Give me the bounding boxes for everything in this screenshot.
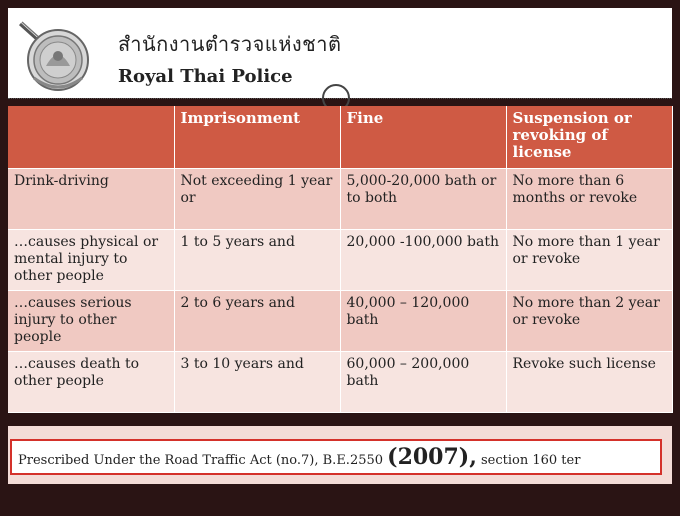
note-text: Prescribed Under the Road Traffic Act (no.7), B.E.2550: [18, 453, 388, 468]
title-thai: สำนักงานตำรวจแห่งชาติ: [118, 32, 342, 56]
table-cell: …causes physical or mental injury to other people: [8, 230, 174, 291]
table-header-row: [8, 106, 672, 169]
penalty-table: [8, 106, 673, 413]
table-cell: 2 to 6 years and: [174, 291, 340, 352]
table-cell: 1 to 5 years and: [174, 230, 340, 291]
table-cell: 60,000 – 200,000 bath: [340, 352, 506, 413]
table-row: [8, 169, 672, 230]
table-cell: Not exceeding 1 year or: [174, 169, 340, 230]
note-year: (2007),: [387, 444, 477, 470]
police-emblem-icon: [18, 20, 96, 98]
table-cell: 40,000 – 120,000 bath: [340, 291, 506, 352]
legal-reference-note: [10, 439, 662, 475]
table-cell: 20,000 -100,000 bath: [340, 230, 506, 291]
column-header: Suspension or revoking of license: [506, 106, 672, 169]
table-cell: No more than 1 year or revoke: [506, 230, 672, 291]
table-cell: 5,000-20,000 bath or to both: [340, 169, 506, 230]
table-cell: Drink-driving: [8, 169, 174, 230]
table-row: [8, 230, 672, 291]
table-cell: …causes death to other people: [8, 352, 174, 413]
table-cell: …causes serious injury to other people: [8, 291, 174, 352]
note-section: section 160 ter: [476, 453, 581, 468]
table-row: [8, 352, 672, 413]
title-english: Royal Thai Police: [118, 66, 293, 87]
column-header: Imprisonment: [174, 106, 340, 169]
column-header: [8, 106, 174, 169]
column-header: Fine: [340, 106, 506, 169]
table-row: [8, 291, 672, 352]
table-cell: 3 to 10 years and: [174, 352, 340, 413]
table-cell: No more than 6 months or revoke: [506, 169, 672, 230]
table-cell: Revoke such license: [506, 352, 672, 413]
table-cell: No more than 2 year or revoke: [506, 291, 672, 352]
